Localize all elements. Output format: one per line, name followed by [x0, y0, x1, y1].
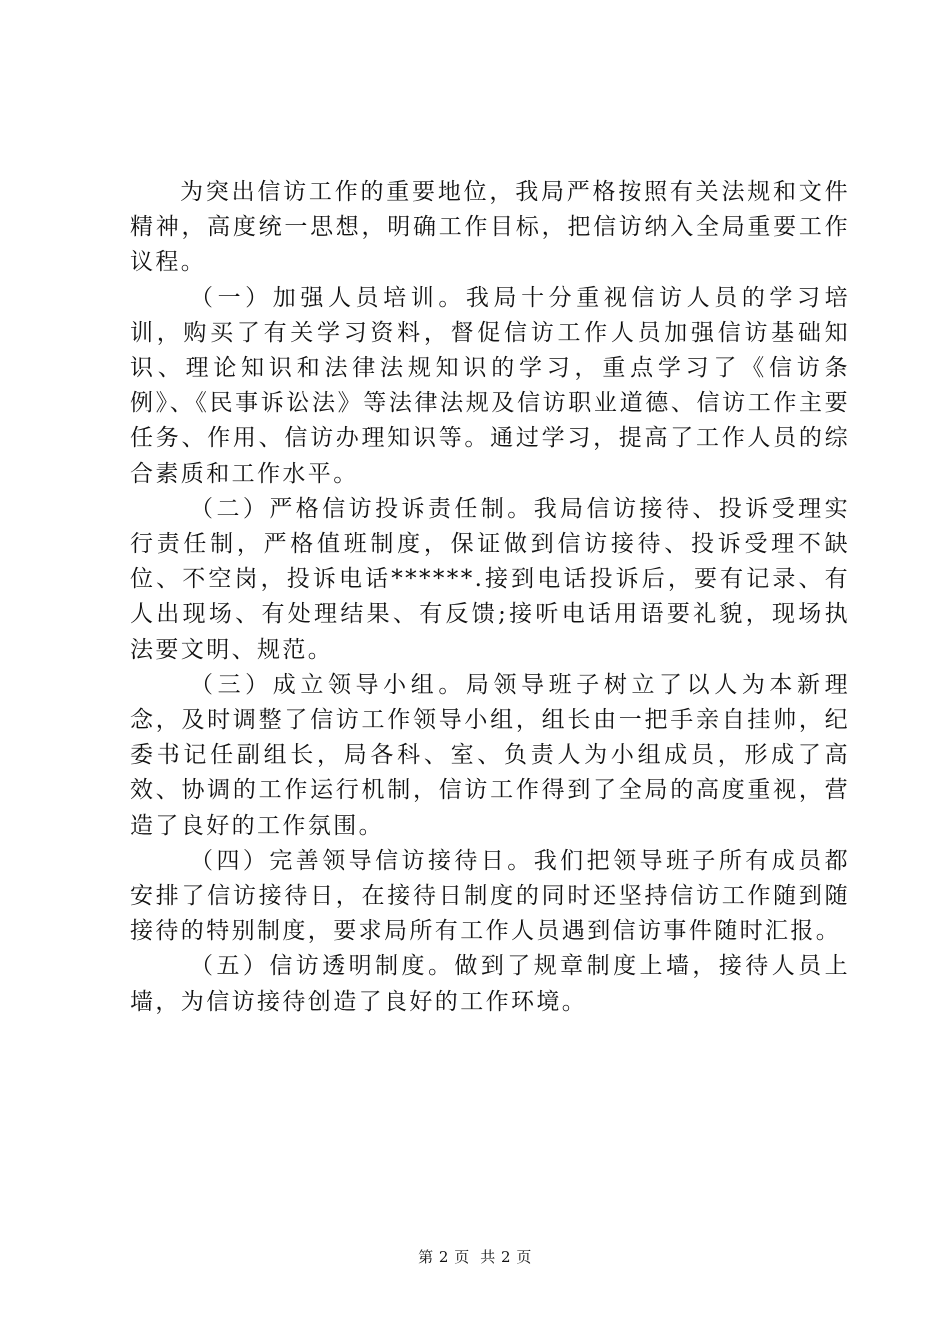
intro-paragraph: 为突出信访工作的重要地位，我局严格按照有关法规和文件精神，高度统一思想，明确工作目标，把信访纳入全局重要工作议程。 — [130, 179, 850, 276]
section-2-paragraph: （二）严格信访投诉责任制。我局信访接待、投诉受理实行责任制，严格值班制度，保证做到信访接待、投诉受理不缺位、不空岗，投诉电话******.接到电话投诉后，要有记录、有人出现场、有处理结果、有反馈;接听电话用语要礼貌，现场执法要文明、规范。 — [130, 495, 850, 663]
section-4-paragraph: （四）完善领导信访接待日。我们把领导班子所有成员都安排了信访接待日，在接待日制度的同时还坚持信访工作随到随接待的特别制度，要求局所有工作人员遇到信访事件随时汇报。 — [130, 847, 850, 945]
section-3-paragraph: （三）成立领导小组。局领导班子树立了以人为本新理念，及时调整了信访工作领导小组，组长由一把手亲自挂帅，纪委书记任副组长，局各科、室、负责人为小组成员，形成了高效、协调的工作运行机制，信访工作得到了全局的高度重视，营造了良好的工作氛围。 — [130, 671, 850, 839]
section-1-paragraph: （一）加强人员培训。我局十分重视信访人员的学习培训，购买了有关学习资料，督促信访工作人员加强信访基础知识、理论知识和法律法规知识的学习，重点学习了《信访条例》、《民事诉讼法》等法律法规及信访职业道德、信访工作主要任务、作用、信访办理知识等。通过学习，提高了工作人员的综合素质和工作水平。 — [130, 284, 850, 487]
document-body — [130, 175, 850, 1020]
page-number-footer: 第 2 页 共 2 页 — [418, 1248, 532, 1266]
section-5-paragraph: （五）信访透明制度。做到了规章制度上墙，接待人员上墙，为信访接待创造了良好的工作环境。 — [130, 953, 850, 1015]
